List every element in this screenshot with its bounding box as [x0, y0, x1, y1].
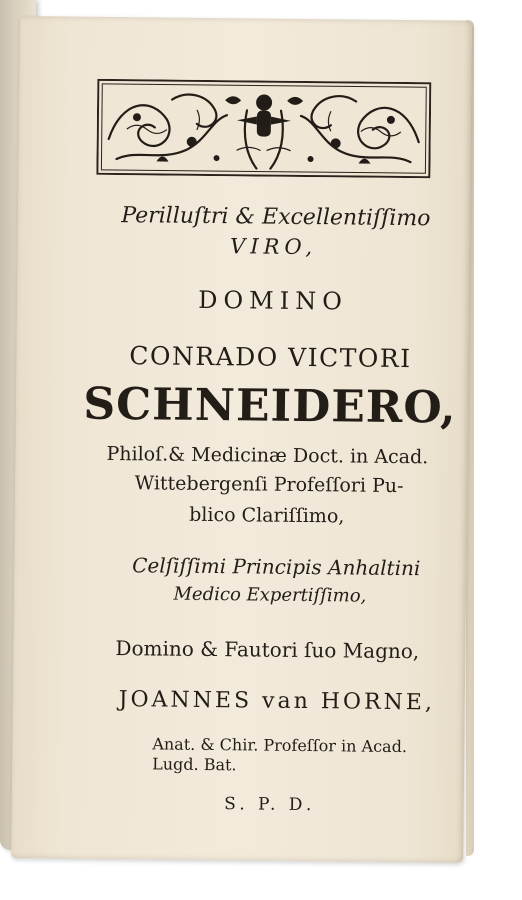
dedication-domino: DOMINO	[198, 285, 349, 316]
dedication-viro: VIRO,	[230, 234, 318, 260]
dedicatee-role-1: Celſiſſimi Principis Anhaltini	[132, 553, 421, 581]
woodcut-ornament-icon	[96, 79, 431, 178]
dedicatee-role-2: Medico Expertiſſimo,	[173, 583, 367, 607]
author-title-1: Anat. & Chir. Profeſſor in Acad.	[152, 734, 408, 757]
author-name: JOANNES van HORNE,	[118, 687, 436, 716]
dedication-line-1: Perilluſtri & Excellentiſſimo	[121, 203, 431, 232]
dedicatee-first-names: CONRADO VICTORI	[129, 341, 412, 374]
author-title-2: Lugd. Bat.	[152, 754, 237, 775]
dedication-patron-line: Domino & Fautori ſuo Magno,	[115, 636, 420, 664]
title-page	[11, 16, 472, 863]
dedicatee-title-2: Wittebergenſi Profeſſori Pu-	[134, 472, 404, 498]
dedicatee-title-1: Philoſ.& Medicinæ Doct. in Acad.	[106, 442, 429, 469]
dedicatee-title-3: blico Clariſſimo,	[189, 503, 345, 528]
dedicatee-surname: SCHNEIDERO,	[83, 378, 457, 434]
salutation: S. P. D.	[224, 794, 316, 816]
